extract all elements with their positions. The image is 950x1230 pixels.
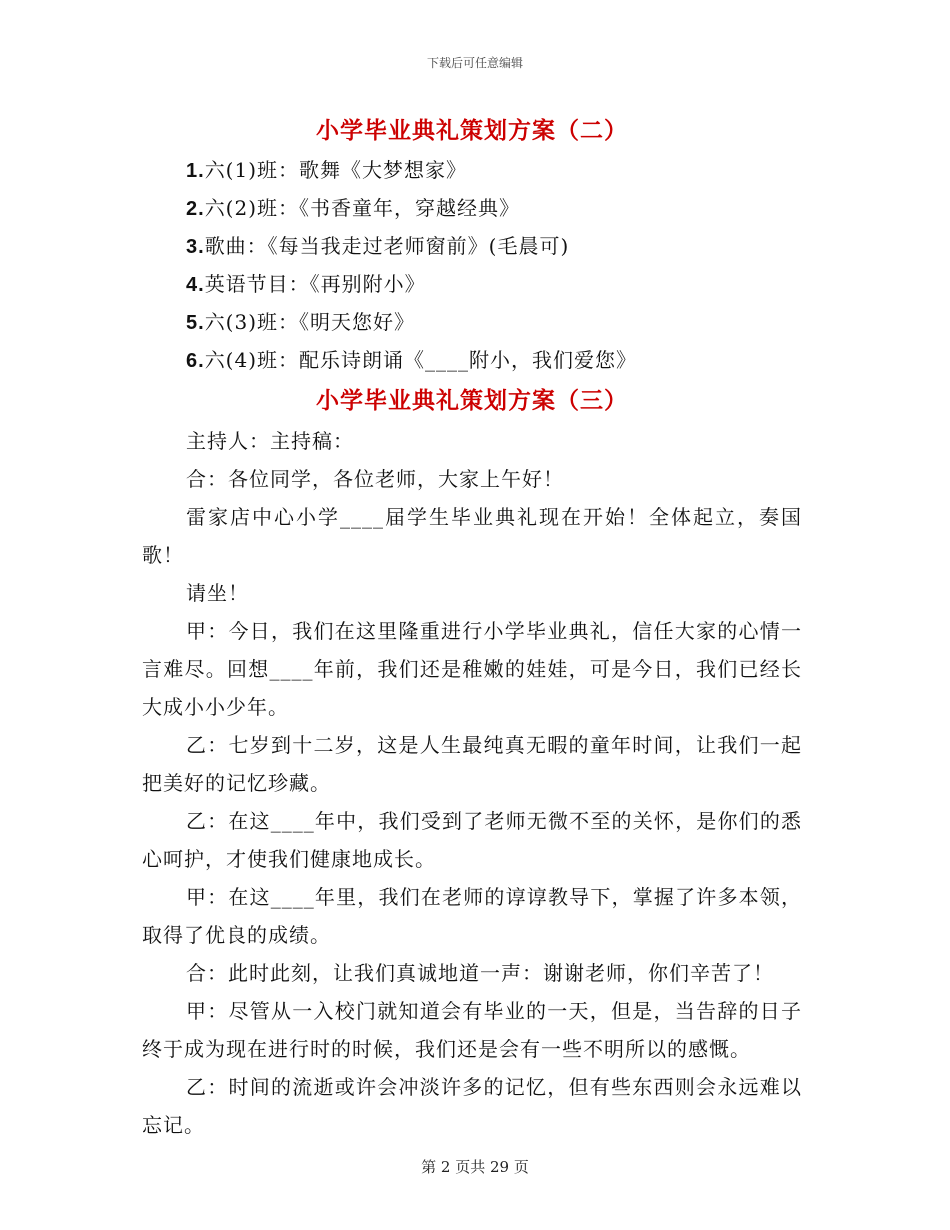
list-item: [142, 342, 802, 380]
script-body: [142, 422, 802, 1144]
paragraph: 合：各位同学，各位老师，大家上午好！: [186, 467, 564, 491]
paragraph: 乙：七岁到十二岁，这是人生最纯真无暇的童年时间，让我们一起把美好的记忆珍藏。: [142, 733, 802, 795]
item-text: 英语节目：《再别附小》: [204, 272, 426, 296]
item-text: 六(3)班：《明天您好》: [204, 310, 416, 334]
paragraph: 请坐！: [186, 581, 249, 605]
item-number: 3.: [186, 236, 205, 258]
paragraph: 甲：在这____年里，我们在老师的谆谆教导下，掌握了许多本领，取得了优良的成绩。: [142, 885, 802, 947]
list-item: [142, 190, 802, 228]
item-text: 六(4)班：配乐诗朗诵《____附小，我们爱您》: [204, 348, 638, 372]
section-3-title: 小学毕业典礼策划方案（三）: [316, 387, 628, 414]
item-text: 歌曲：《每当我走过老师窗前》(毛晨可): [204, 234, 570, 258]
paragraph: 甲：尽管从一入校门就知道会有毕业的一天，但是，当告辞的日子终于成为现在进行时的时候，我们还是会有一些不明所以的感慨。: [142, 999, 802, 1061]
list-item: [142, 228, 802, 266]
item-text: 六(2)班：《书香童年，穿越经典》: [204, 196, 521, 220]
item-number: 5.: [186, 312, 205, 334]
paragraph: 合：此时此刻，让我们真诚地道一声：谢谢老师，你们辛苦了！: [186, 961, 774, 985]
document-body: [142, 110, 802, 1144]
paragraph: 乙：时间的流逝或许会冲淡许多的记忆，但有些东西则会永远难以忘记。: [142, 1075, 802, 1137]
page-header: 下载后可任意编辑: [426, 56, 523, 70]
list-item: [142, 266, 802, 304]
item-number: 6.: [186, 350, 205, 372]
item-number: 4.: [186, 274, 205, 296]
item-text: 六(1)班：歌舞《大梦想家》: [204, 158, 468, 182]
list-item: [142, 304, 802, 342]
paragraph: 乙：在这____年中，我们受到了老师无微不至的关怀，是你们的悉心呵护，才使我们健康地成长。: [142, 809, 802, 871]
paragraph: 雷家店中心小学____届学生毕业典礼现在开始！全体起立，奏国歌！: [142, 505, 802, 567]
page-footer: 第 2 页共 29 页: [421, 1158, 529, 1176]
paragraph: 主持人：主持稿：: [186, 429, 354, 453]
list-item: [142, 152, 802, 190]
paragraph: 甲：今日，我们在这里隆重进行小学毕业典礼，信任大家的心情一言难尽。回想____年前，我们还是稚嫩的娃娃，可是今日，我们已经长大成小小少年。: [142, 619, 802, 719]
program-list: [142, 152, 802, 380]
item-number: 2.: [186, 198, 205, 220]
item-number: 1.: [186, 160, 205, 182]
section-2-title: 小学毕业典礼策划方案（二）: [316, 117, 628, 144]
